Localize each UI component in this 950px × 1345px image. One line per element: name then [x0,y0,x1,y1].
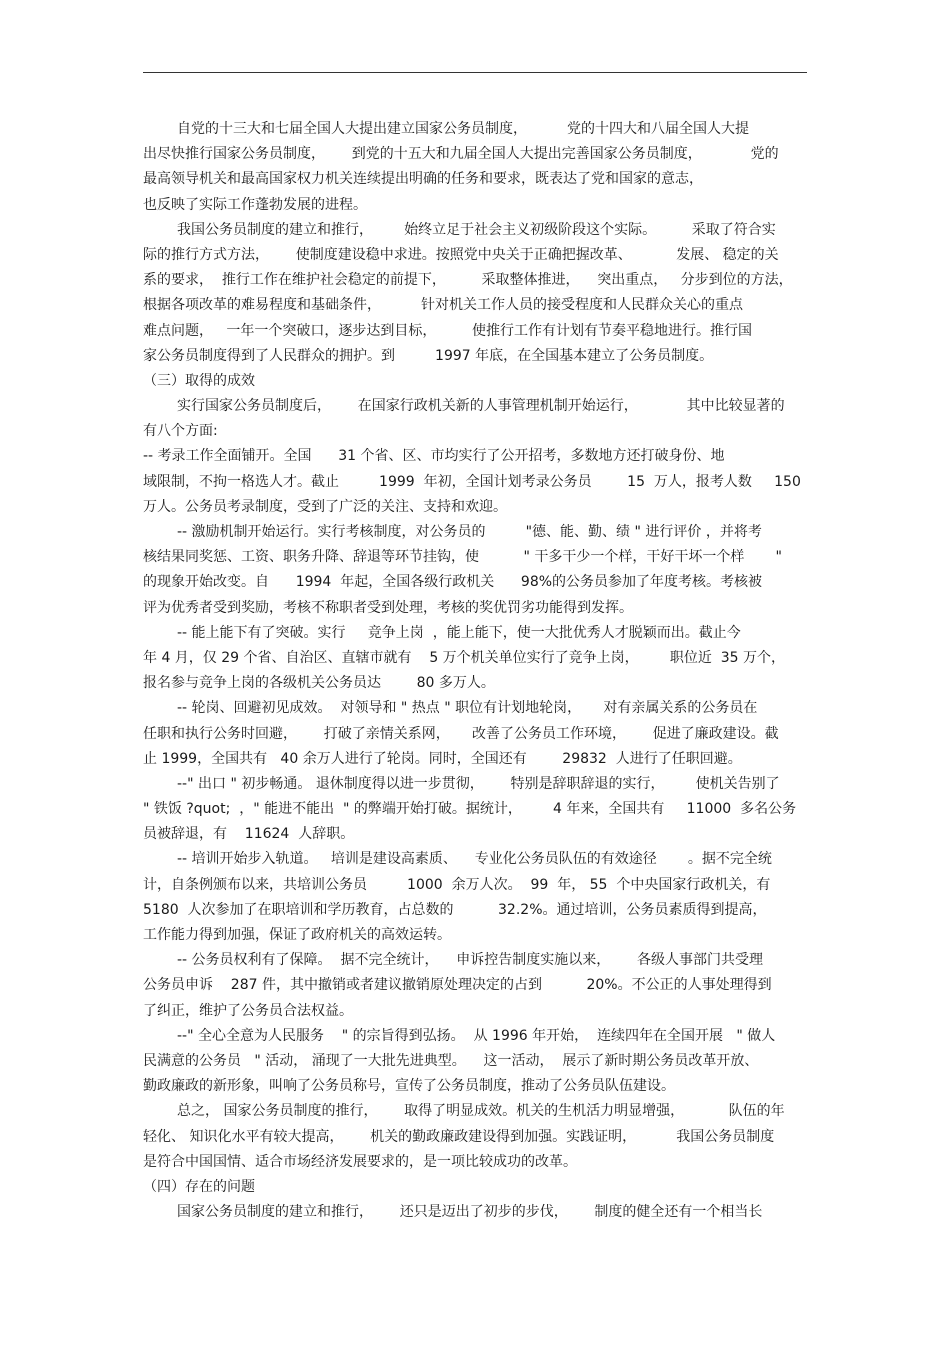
text-line: 的现象开始改变。自 1994 年起，全国各级行政机关 98%的公务员参加了年度考核。考核被 [143,574,763,591]
document-body [143,117,823,1225]
text-line: 根据各项改革的难易程度和基础条件， 针对机关工作人员的接受程度和人民群众关心的重点 [143,297,744,314]
text-line: 也反映了实际工作蓬勃发展的进程。 [143,196,367,213]
text-line: （三）取得的成效 [143,372,255,389]
text-line: -- 轮岗、回避初见成效。 对领导和 " 热点 " 职位有计划地轮岗， 对有亲属关系的公务员在 [177,700,758,717]
text-line: 自党的十三大和七届全国人大提出建立国家公务员制度， 党的十四大和八届全国人大提 [177,121,750,137]
text-line: -- 能上能下有了突破。实行 竞争上岗 ，能上能下，使一大批优秀人才脱颖而出。截止今 [177,624,741,641]
text-line: 勤政廉政的新形象，叫响了公务员称号，宣传了公务员制度，推动了公务员队伍建设。 [143,1078,675,1095]
text-line: 计，自条例颁布以来，共培训公务员 1000 余万人次。 99 年， 55 个中央国家行政机关，有 [143,876,771,893]
text-line: 有八个方面: [143,423,218,440]
text-line: 际的推行方式方法， 使制度建设稳中求进。按照党中央关于正确把握改革、 发展、 稳定的关 [143,246,779,263]
text-line: 出尽快推行国家公务员制度， 到党的十五大和九届全国人大提出完善国家公务员制度， 党的 [143,146,779,163]
text-line: 国家公务员制度的建立和推行， 还只是迈出了初步的步伐， 制度的健全还有一个相当长 [177,1204,763,1221]
text-line: 公务员申诉 287 件，其中撤销或者建议撤销原处理决定的占到 20%。不公正的人事处理得到 [143,977,772,994]
text-line: 我国公务员制度的建立和推行， 始终立足于社会主义初级阶段这个实际。 采取了符合实 [177,221,776,238]
text-line: -- 考录工作全面铺开。全国 31 个省、区、市均实行了公开招考，多数地方还打破身份、地 [143,448,725,465]
text-line: 域限制，不拘一格选人才。截止 1999 年初，全国计划考录公务员 15 万人，报考人数 150 [143,473,801,490]
text-line: 核结果同奖惩、工资、职务升降、辞退等环节挂钩，使 " 干多干少一个样，干好干坏一个样 " [143,549,782,566]
text-line: 工作能力得到加强，保证了政府机关的高效运转。 [143,927,451,943]
text-line: 员被辞退，有 11624 人辞职。 [143,826,355,843]
text-line: 系的要求， 推行工作在维护社会稳定的前提下， 采取整体推进， 突出重点， 分步到位的方法， [143,272,793,289]
text-line: 了纠正，维护了公务员合法权益。 [143,1002,353,1019]
text-line: 评为优秀者受到奖励，考核不称职者受到处理，考核的奖优罚劣功能得到发挥。 [143,599,633,616]
text-line: 轻化、 知识化水平有较大提高， 机关的勤政廉政建设得到加强。实践证明， 我国公务员制度 [143,1128,775,1145]
text-line: --" 全心全意为人民服务 " 的宗旨得到弘扬。 从 1996 年开始， 连续四年在全国开展 " 做人 [177,1027,776,1044]
text-line: 民满意的公务员 " 活动， 涌现了一大批先进典型。 这一活动， 展示了新时期公务员改革开放、 [143,1052,759,1069]
text-line: 报名参与竞争上岗的各级机关公务员达 80 多万人。 [143,675,495,692]
text-line: 是符合中国国情、适合市场经济发展要求的，是一项比较成功的改革。 [143,1153,577,1170]
text-line: -- 公务员权利有了保障。 据不完全统计， 申诉控告制度实施以来， 各级人事部门共受理 [177,952,763,969]
text-line: 难点问题， 一年一个突破口，逐步达到目标， 使推行工作有计划有节奏平稳地进行。推行国 [143,322,752,339]
header-rule [143,72,807,73]
text-line: 任职和执行公务时回避， 打破了亲情关系网， 改善了公务员工作环境， 促进了廉政建设。截 [143,725,779,742]
text-line: 实行国家公务员制度后， 在国家行政机关新的人事管理机制开始运行， 其中比较显著的 [177,398,785,415]
text-line: -- 激励机制开始运行。实行考核制度，对公务员的 "德、能、勤、绩 " 进行评价 ，并将考 [177,524,762,540]
text-line: 年 4 月，仅 29 个省、自治区、直辖市就有 5 万个机关单位实行了竞争上岗， 职位近 35 万个， [143,649,785,666]
text-line: 家公务员制度得到了人民群众的拥护。到 1997 年底，在全国基本建立了公务员制度。 [143,347,714,364]
text-line: --" 出口 " 初步畅通。 退休制度得以进一步贯彻， 特别是辞职辞退的实行， 使机关告别了 [177,775,780,792]
text-line: " 铁饭 ?quot; ，" 能进不能出 " 的弊端开始打破。据统计， 4 年来，全国共有 11000 多名公务 [143,801,797,818]
text-line: 最高领导机关和最高国家权力机关连续提出明确的任务和要求，既表达了党和国家的意志， [143,171,703,188]
text-line: 总之， 国家公务员制度的推行， 取得了明显成效。机关的生机活力明显增强， 队伍的年 [177,1103,785,1120]
text-line: 5180 人次参加了在职培训和学历教育，占总数的 32.2%。通过培训，公务员素质得到提高， [143,901,767,918]
text-line: （四）存在的问题 [143,1178,255,1195]
text-line: 万人。公务员考录制度，受到了广泛的关注、支持和欢迎。 [143,498,507,515]
text-line: -- 培训开始步入轨道。 培训是建设高素质、 专业化公务员队伍的有效途径 。据不完全统 [177,851,772,868]
text-line: 止 1999，全国共有 40 余万人进行了轮岗。同时，全国还有 29832 人进行了任职回避。 [143,750,742,767]
